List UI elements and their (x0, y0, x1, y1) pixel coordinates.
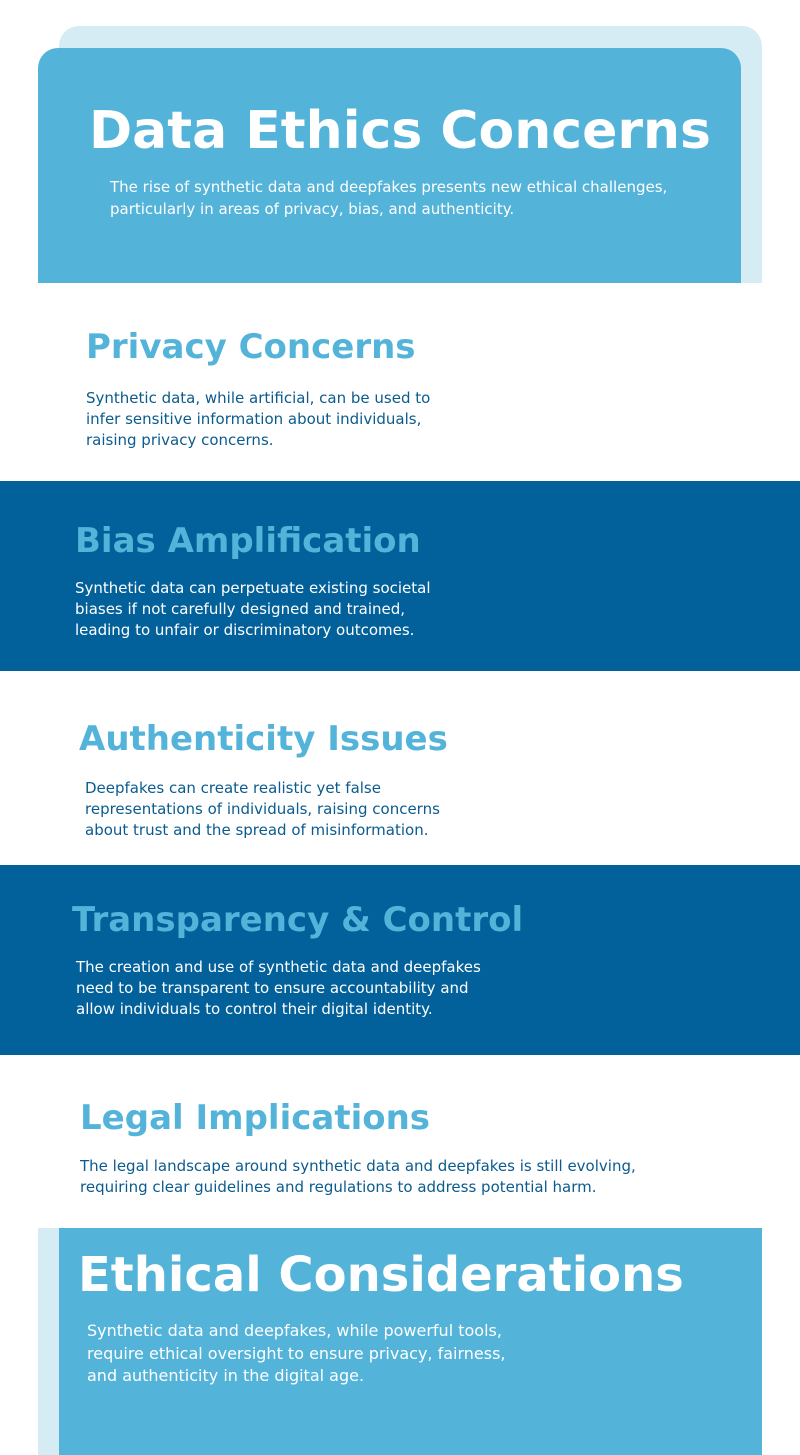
page-subtitle: The rise of synthetic data and deepfakes presents new ethical challenges, particularly in areas of privacy, bias, and authenticity. (110, 178, 668, 218)
section-legal (0, 1055, 800, 1228)
section-body: The legal landscape around synthetic data and deepfakes is still evolving, requiring clear guidelines and regulations to address potential harm. (80, 1157, 636, 1196)
section-body: The creation and use of synthetic data and deepfakes need to be transparent to ensure accountability and allow individuals to control their digital identity. (76, 958, 481, 1018)
footer-body: Synthetic data and deepfakes, while powerful tools, require ethical oversight to ensure privacy, fairness, and authenticity in the digital age. (87, 1321, 506, 1385)
section-heading: Privacy Concerns (86, 327, 416, 367)
section-body: Deepfakes can create realistic yet false representations of individuals, raising concerns about trust and the spread of misinformation. (85, 779, 440, 839)
section-heading: Bias Amplification (75, 521, 421, 561)
section-authenticity (0, 671, 800, 865)
section-heading: Legal Implications (80, 1098, 431, 1138)
footer-title: Ethical Considerations (78, 1247, 684, 1303)
section-body: Synthetic data can perpetuate existing societal biases if not carefully designed and trained, leading to unfair or discriminatory outcomes. (75, 579, 431, 639)
section-bias (0, 481, 800, 671)
page-title: Data Ethics Concerns (88, 101, 712, 161)
section-transparency (0, 865, 800, 1055)
section-heading: Transparency & Control (72, 900, 524, 940)
section-privacy (0, 283, 800, 481)
section-heading: Authenticity Issues (79, 719, 448, 759)
section-body: Synthetic data, while artificial, can be used to infer sensitive information about individuals, raising privacy concerns. (86, 389, 431, 449)
